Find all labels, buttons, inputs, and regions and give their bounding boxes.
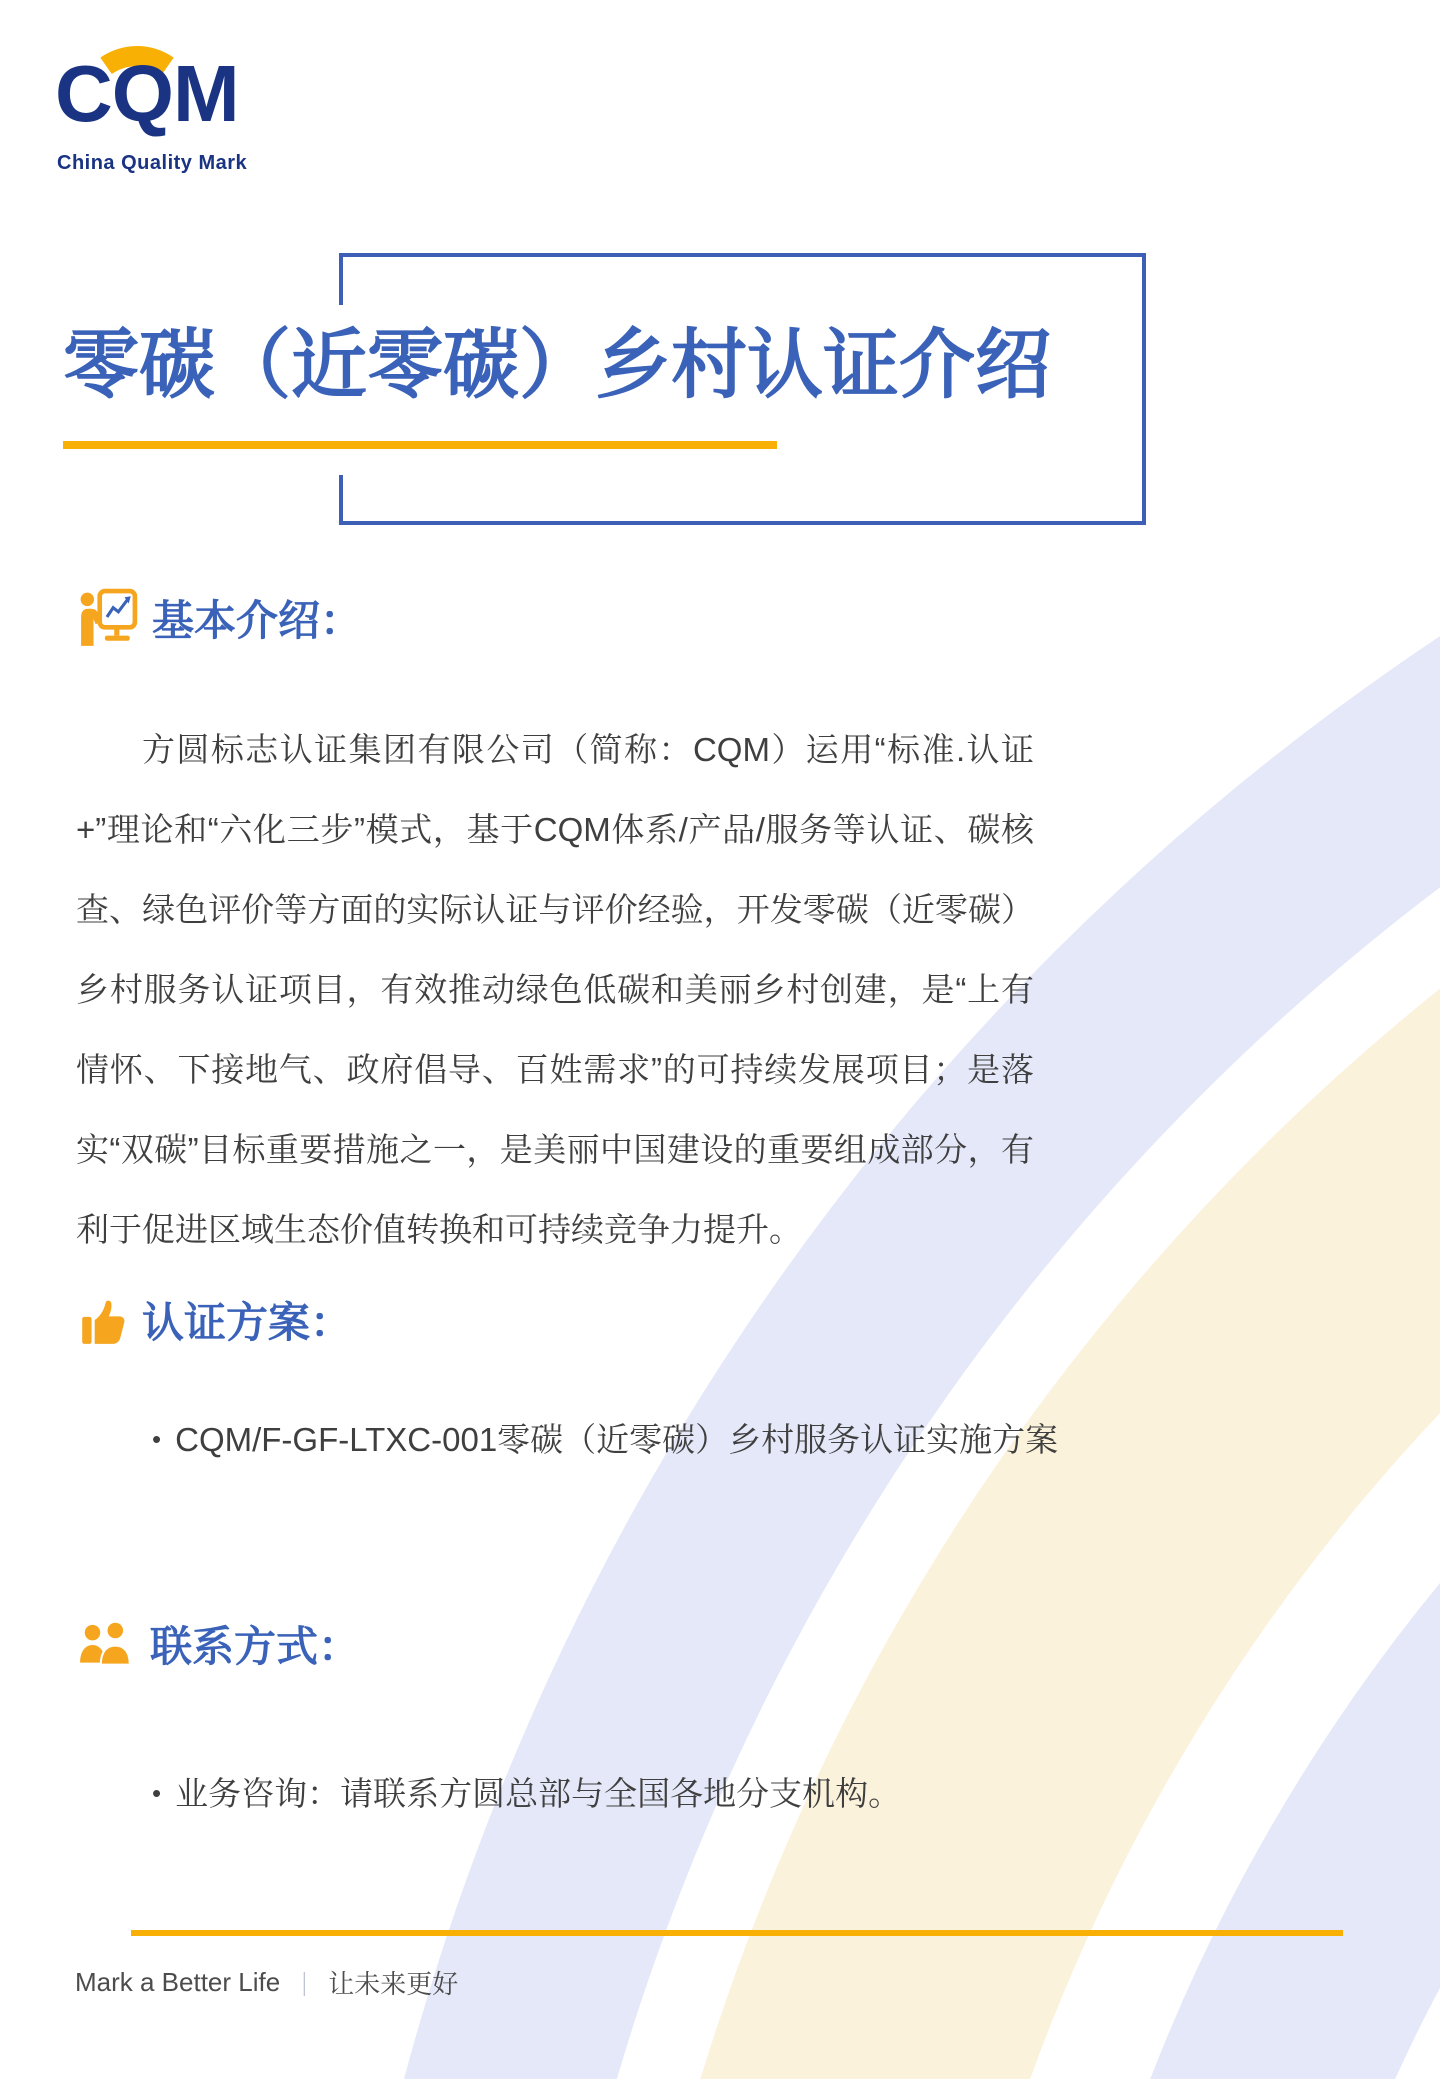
page-title: 零碳（近零碳）乡村认证介绍 bbox=[63, 323, 1051, 408]
section-heading-intro bbox=[78, 588, 362, 648]
logo-tagline: China Quality Mark bbox=[57, 152, 248, 174]
title-frame-left-upper bbox=[339, 253, 343, 305]
title-frame-left-lower bbox=[339, 475, 343, 525]
section-heading-contact bbox=[78, 1614, 360, 1674]
title-frame-top bbox=[339, 253, 1146, 257]
contact-bullet-item: • 业务咨询：请联系方圆总部与全国各地分支机构。 bbox=[152, 1772, 901, 1818]
section-heading-scheme bbox=[78, 1290, 352, 1350]
title-frame-right bbox=[1142, 253, 1146, 525]
title-frame-bottom bbox=[339, 521, 1146, 525]
thumbs-up-icon bbox=[78, 1292, 128, 1348]
title-underline bbox=[63, 441, 777, 449]
footer-slogan-en: Mark a Better Life bbox=[75, 1967, 281, 1997]
logo-wordmark: CQM bbox=[55, 49, 239, 138]
section-heading-label: 认证方案： bbox=[142, 1299, 353, 1346]
scheme-bullet-item: • CQM/F-GF-LTXC-001零碳（近零碳）乡村服务认证实施方案 bbox=[152, 1418, 1058, 1464]
footer-slogan-cn: 让未来更好 bbox=[328, 1969, 459, 1999]
footer-separator: ｜ bbox=[292, 1972, 317, 1999]
section-heading-label: 联系方式： bbox=[150, 1623, 361, 1670]
footer-divider bbox=[131, 1930, 1343, 1936]
intro-paragraph: 方圆标志认证集团有限公司（简称：CQM）运用“标准.认证+”理论和“六化三步”模式，基于CQM体系/产品/服务等认证、碳核查、绿色评价等方面的实际认证与评价经验，开发零碳（近零碳）乡村服务认证项目，有效推动绿色低碳和美丽乡村创建，是“上有情怀、下接地气、政府倡导、百姓需求”的可持续发展项目；是落实“双碳”目标重要措施之一，是美丽中国建设的重要组成部分，有利于促进区域生态价值转换和可持续竞争力提升。 bbox=[76, 731, 1034, 1248]
presentation-chart-icon bbox=[78, 588, 138, 648]
cqm-logo bbox=[55, 42, 315, 187]
footer-slogan bbox=[75, 1964, 458, 2001]
people-icon bbox=[78, 1620, 136, 1668]
section-heading-label: 基本介绍： bbox=[152, 597, 363, 644]
